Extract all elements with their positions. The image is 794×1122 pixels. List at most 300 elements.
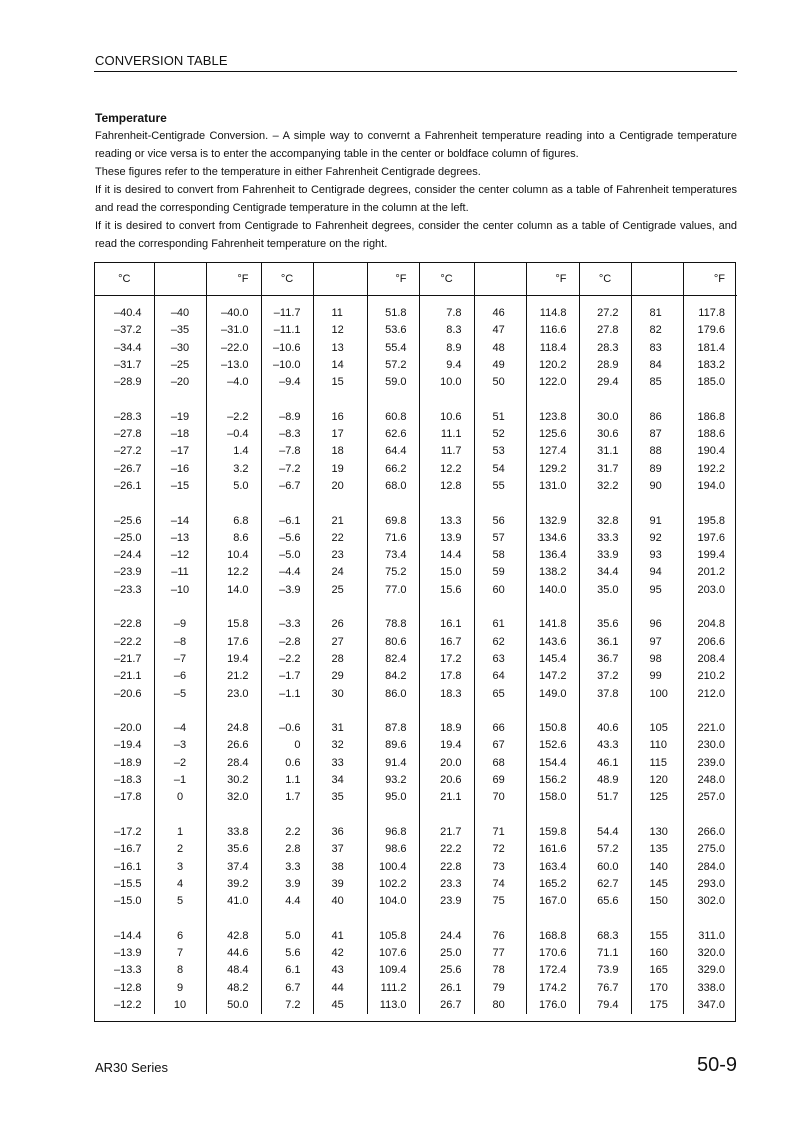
spacer-cell	[683, 703, 737, 720]
celsius-cell: –0.6	[261, 720, 313, 737]
table-row	[95, 651, 737, 668]
fahrenheit-cell: –13.0	[206, 357, 261, 374]
center-cell: 64	[474, 668, 526, 685]
header-fahrenheit: °F	[683, 263, 737, 296]
center-cell: 86	[631, 409, 683, 426]
center-cell: 73	[474, 859, 526, 876]
conversion-table	[95, 263, 737, 1014]
table-header-row	[95, 263, 737, 296]
celsius-cell: 3.3	[261, 859, 313, 876]
celsius-cell: –22.8	[95, 616, 154, 633]
spacer-cell	[579, 495, 631, 512]
center-cell: 145	[631, 876, 683, 893]
center-cell: 96	[631, 616, 683, 633]
table-row	[95, 409, 737, 426]
spacer-cell	[419, 910, 474, 927]
center-cell: 84	[631, 357, 683, 374]
header-celsius: °C	[261, 263, 313, 296]
center-cell: 28	[313, 651, 367, 668]
table-row	[95, 582, 737, 599]
celsius-cell: 16.7	[419, 634, 474, 651]
celsius-cell: 6.7	[261, 980, 313, 997]
celsius-cell: –24.4	[95, 547, 154, 564]
center-cell: 26	[313, 616, 367, 633]
table-row	[95, 357, 737, 374]
celsius-cell: –40.4	[95, 305, 154, 322]
fahrenheit-cell: 66.2	[367, 461, 419, 478]
spacer-cell	[367, 495, 419, 512]
fahrenheit-cell: 28.4	[206, 755, 261, 772]
fahrenheit-cell: 136.4	[526, 547, 579, 564]
fahrenheit-cell: 132.9	[526, 513, 579, 530]
fahrenheit-cell: 320.0	[697, 946, 725, 959]
celsius-cell: 31.1	[579, 443, 631, 460]
center-cell: 60	[474, 582, 526, 599]
fahrenheit-cell: 156.2	[526, 772, 579, 789]
padding-cell	[367, 296, 419, 306]
celsius-cell: –6.7	[261, 478, 313, 495]
padding-cell	[419, 296, 474, 306]
celsius-cell: –8.9	[261, 409, 313, 426]
celsius-cell: 40.6	[579, 720, 631, 737]
celsius-cell: 36.1	[579, 634, 631, 651]
table-row	[95, 305, 737, 322]
fahrenheit-cell: 64.4	[367, 443, 419, 460]
table-row	[95, 443, 737, 460]
celsius-cell: –17.2	[95, 824, 154, 841]
spacer-cell	[154, 391, 206, 408]
center-cell: 1	[154, 824, 206, 841]
spacer-cell	[526, 495, 579, 512]
fahrenheit-cell: 15.8	[206, 616, 261, 633]
table-top-padding	[95, 296, 737, 306]
fahrenheit-cell: 12.2	[206, 564, 261, 581]
celsius-cell: –27.2	[95, 443, 154, 460]
fahrenheit-cell: 185.0	[697, 376, 725, 389]
celsius-cell: 2.8	[261, 841, 313, 858]
fahrenheit-cell: 98.6	[367, 841, 419, 858]
center-cell: 6	[154, 928, 206, 945]
celsius-cell: 30.0	[579, 409, 631, 426]
padding-cell	[206, 296, 261, 306]
celsius-cell: –15.5	[95, 876, 154, 893]
spacer-cell	[313, 703, 367, 720]
celsius-cell: 7.2	[261, 997, 313, 1014]
center-cell: –35	[154, 322, 206, 339]
spacer-cell	[261, 910, 313, 927]
fahrenheit-cell: 210.2	[697, 670, 725, 683]
center-cell: 57	[474, 530, 526, 547]
padding-cell	[261, 296, 313, 306]
center-cell: 40	[313, 893, 367, 910]
padding-cell	[95, 296, 154, 306]
fahrenheit-cell: 39.2	[206, 876, 261, 893]
center-cell: 110	[631, 737, 683, 754]
header-center	[154, 263, 206, 296]
table-row	[95, 461, 737, 478]
center-cell: 175	[631, 997, 683, 1014]
fahrenheit-cell: 105.8	[367, 928, 419, 945]
spacer-cell	[206, 910, 261, 927]
center-cell: 41	[313, 928, 367, 945]
fahrenheit-cell: –4.0	[206, 374, 261, 391]
celsius-cell: 33.3	[579, 530, 631, 547]
fahrenheit-cell: 109.4	[367, 962, 419, 979]
celsius-cell: 33.9	[579, 547, 631, 564]
fahrenheit-cell: 239.0	[697, 756, 725, 769]
fahrenheit-cell: 78.8	[367, 616, 419, 633]
page-header-title: CONVERSION TABLE	[95, 53, 228, 68]
center-cell: 61	[474, 616, 526, 633]
center-cell: 0	[154, 789, 206, 806]
group-spacer	[95, 391, 737, 408]
fahrenheit-cell: 181.4	[697, 341, 725, 354]
fahrenheit-cell: 230.0	[697, 739, 725, 752]
table-row	[95, 755, 737, 772]
table-row	[95, 997, 737, 1014]
table-row	[95, 945, 737, 962]
center-cell: 29	[313, 668, 367, 685]
fahrenheit-cell: 41.0	[206, 893, 261, 910]
celsius-cell: –3.9	[261, 582, 313, 599]
spacer-cell	[367, 391, 419, 408]
celsius-cell: –21.1	[95, 668, 154, 685]
fahrenheit-cell: 111.2	[367, 980, 419, 997]
center-cell: –30	[154, 340, 206, 357]
fahrenheit-cell: 284.0	[697, 860, 725, 873]
center-cell: 120	[631, 772, 683, 789]
center-cell: 52	[474, 426, 526, 443]
center-cell: 77	[474, 945, 526, 962]
center-cell: 39	[313, 876, 367, 893]
celsius-cell: 0	[261, 737, 313, 754]
spacer-cell	[419, 391, 474, 408]
fahrenheit-cell: 145.4	[526, 651, 579, 668]
celsius-cell: 27.2	[579, 305, 631, 322]
spacer-cell	[683, 599, 737, 616]
celsius-cell: –27.8	[95, 426, 154, 443]
fahrenheit-cell: –40.0	[206, 305, 261, 322]
spacer-cell	[419, 807, 474, 824]
table-row	[95, 772, 737, 789]
spacer-cell	[154, 807, 206, 824]
spacer-cell	[631, 807, 683, 824]
fahrenheit-cell: 57.2	[367, 357, 419, 374]
center-cell: 25	[313, 582, 367, 599]
fahrenheit-cell: 95.0	[367, 789, 419, 806]
spacer-cell	[206, 807, 261, 824]
center-cell: –12	[154, 547, 206, 564]
center-cell: 16	[313, 409, 367, 426]
center-cell: 31	[313, 720, 367, 737]
center-cell: 100	[631, 686, 683, 703]
center-cell: 115	[631, 755, 683, 772]
spacer-cell	[206, 599, 261, 616]
celsius-cell: –28.9	[95, 374, 154, 391]
center-cell: 9	[154, 980, 206, 997]
center-cell: 38	[313, 859, 367, 876]
center-cell: 7	[154, 945, 206, 962]
center-cell: 99	[631, 668, 683, 685]
spacer-cell	[683, 807, 737, 824]
fahrenheit-cell: 114.8	[526, 305, 579, 322]
celsius-cell: –18.9	[95, 755, 154, 772]
group-spacer	[95, 910, 737, 927]
celsius-cell: 30.6	[579, 426, 631, 443]
spacer-cell	[579, 807, 631, 824]
celsius-cell: –26.7	[95, 461, 154, 478]
fahrenheit-cell: 174.2	[526, 980, 579, 997]
celsius-cell: –18.3	[95, 772, 154, 789]
center-cell: 66	[474, 720, 526, 737]
table-row	[95, 720, 737, 737]
fahrenheit-cell: –22.0	[206, 340, 261, 357]
fahrenheit-cell: 206.6	[697, 635, 725, 648]
table-row	[95, 824, 737, 841]
center-cell: 80	[474, 997, 526, 1014]
fahrenheit-cell: 37.4	[206, 859, 261, 876]
celsius-cell: 25.6	[419, 962, 474, 979]
celsius-cell: –1.7	[261, 668, 313, 685]
fahrenheit-cell: 266.0	[697, 825, 725, 838]
spacer-cell	[154, 599, 206, 616]
fahrenheit-cell: 6.8	[206, 513, 261, 530]
center-cell: 67	[474, 737, 526, 754]
fahrenheit-cell: 120.2	[526, 357, 579, 374]
celsius-cell: 36.7	[579, 651, 631, 668]
center-cell: 65	[474, 686, 526, 703]
fahrenheit-cell: 19.4	[206, 651, 261, 668]
center-cell: 3	[154, 859, 206, 876]
fahrenheit-cell: –0.4	[206, 426, 261, 443]
fahrenheit-cell: 80.6	[367, 634, 419, 651]
center-cell: 92	[631, 530, 683, 547]
center-cell: 79	[474, 980, 526, 997]
center-cell: –1	[154, 772, 206, 789]
header-celsius: °C	[419, 263, 474, 296]
center-cell: –6	[154, 668, 206, 685]
center-cell: 37	[313, 841, 367, 858]
celsius-cell: 54.4	[579, 824, 631, 841]
fahrenheit-cell: 159.8	[526, 824, 579, 841]
celsius-cell: –7.8	[261, 443, 313, 460]
fahrenheit-cell: 195.8	[697, 514, 725, 527]
celsius-cell: –20.6	[95, 686, 154, 703]
celsius-cell: 14.4	[419, 547, 474, 564]
fahrenheit-cell: 89.6	[367, 737, 419, 754]
celsius-cell: 21.1	[419, 789, 474, 806]
celsius-cell: 57.2	[579, 841, 631, 858]
center-cell: 90	[631, 478, 683, 495]
fahrenheit-cell: 186.8	[697, 410, 725, 423]
fahrenheit-cell: 147.2	[526, 668, 579, 685]
celsius-cell: 79.4	[579, 997, 631, 1014]
celsius-cell: –11.1	[261, 322, 313, 339]
table-row	[95, 668, 737, 685]
spacer-cell	[419, 599, 474, 616]
spacer-cell	[683, 495, 737, 512]
celsius-cell: 12.2	[419, 461, 474, 478]
spacer-cell	[313, 391, 367, 408]
fahrenheit-cell: 208.4	[697, 652, 725, 665]
fahrenheit-cell: 32.0	[206, 789, 261, 806]
center-cell: 55	[474, 478, 526, 495]
spacer-cell	[367, 910, 419, 927]
spacer-cell	[367, 703, 419, 720]
fahrenheit-cell: 176.0	[526, 997, 579, 1014]
celsius-cell: 1.7	[261, 789, 313, 806]
fahrenheit-cell: 150.8	[526, 720, 579, 737]
fahrenheit-cell: –31.0	[206, 322, 261, 339]
fahrenheit-cell: 221.0	[697, 722, 725, 735]
center-cell: 12	[313, 322, 367, 339]
celsius-cell: 73.9	[579, 962, 631, 979]
center-cell: 42	[313, 945, 367, 962]
fahrenheit-cell: 338.0	[697, 981, 725, 994]
celsius-cell: –3.3	[261, 616, 313, 633]
header-center	[474, 263, 526, 296]
spacer-cell	[526, 391, 579, 408]
center-cell: 8	[154, 962, 206, 979]
celsius-cell: 10.6	[419, 409, 474, 426]
paragraph-c-to-f: If it is desired to convert from Centigrade to Fahrenheit degrees, consider the center column as a table of Centigrade values, and read the corresponding Fahrenheit temperature on the right.	[95, 220, 737, 250]
fahrenheit-cell: 204.8	[697, 618, 725, 631]
spacer-cell	[579, 703, 631, 720]
fahrenheit-cell: 248.0	[697, 774, 725, 787]
center-cell: 44	[313, 980, 367, 997]
fahrenheit-cell: 1.4	[206, 443, 261, 460]
center-cell: 74	[474, 876, 526, 893]
center-cell: 95	[631, 582, 683, 599]
table-row	[95, 322, 737, 339]
celsius-cell: –25.6	[95, 513, 154, 530]
celsius-cell: –37.2	[95, 322, 154, 339]
center-cell: 32	[313, 737, 367, 754]
celsius-cell: 26.1	[419, 980, 474, 997]
celsius-cell: –6.1	[261, 513, 313, 530]
fahrenheit-cell: 51.8	[367, 305, 419, 322]
center-cell: 160	[631, 945, 683, 962]
spacer-cell	[474, 599, 526, 616]
fahrenheit-cell: 141.8	[526, 616, 579, 633]
fahrenheit-cell: 23.0	[206, 686, 261, 703]
center-cell: 20	[313, 478, 367, 495]
celsius-cell: 15.6	[419, 582, 474, 599]
fahrenheit-cell: 117.8	[698, 307, 725, 319]
celsius-cell: –22.2	[95, 634, 154, 651]
celsius-cell: 9.4	[419, 357, 474, 374]
center-cell: 93	[631, 547, 683, 564]
padding-cell	[474, 296, 526, 306]
fahrenheit-cell: 107.6	[367, 945, 419, 962]
fahrenheit-cell: 48.2	[206, 980, 261, 997]
celsius-cell: –23.3	[95, 582, 154, 599]
celsius-cell: 28.9	[579, 357, 631, 374]
center-cell: –11	[154, 564, 206, 581]
header-rule	[94, 71, 737, 72]
fahrenheit-cell: 84.2	[367, 668, 419, 685]
center-cell: –9	[154, 616, 206, 633]
celsius-cell: 19.4	[419, 737, 474, 754]
celsius-cell: –13.3	[95, 962, 154, 979]
fahrenheit-cell: 170.6	[526, 945, 579, 962]
center-cell: 130	[631, 824, 683, 841]
center-cell: 24	[313, 564, 367, 581]
fahrenheit-cell: 163.4	[526, 859, 579, 876]
celsius-cell: –25.0	[95, 530, 154, 547]
center-cell: –18	[154, 426, 206, 443]
fahrenheit-cell: 33.8	[206, 824, 261, 841]
spacer-cell	[367, 599, 419, 616]
celsius-cell: –8.3	[261, 426, 313, 443]
center-cell: 75	[474, 893, 526, 910]
fahrenheit-cell: 75.2	[367, 564, 419, 581]
center-cell: 59	[474, 564, 526, 581]
fahrenheit-cell: 183.2	[697, 358, 725, 371]
spacer-cell	[154, 703, 206, 720]
center-cell: 85	[631, 374, 683, 391]
fahrenheit-cell: 203.0	[697, 583, 725, 596]
fahrenheit-cell: 69.8	[367, 513, 419, 530]
celsius-cell: –17.8	[95, 789, 154, 806]
center-cell: 45	[313, 997, 367, 1014]
fahrenheit-cell: 172.4	[526, 962, 579, 979]
spacer-cell	[367, 807, 419, 824]
center-cell: 76	[474, 928, 526, 945]
celsius-cell: 12.8	[419, 478, 474, 495]
celsius-cell: 21.7	[419, 824, 474, 841]
celsius-cell: –34.4	[95, 340, 154, 357]
celsius-cell: 1.1	[261, 772, 313, 789]
celsius-cell: 0.6	[261, 755, 313, 772]
fahrenheit-cell: 154.4	[526, 755, 579, 772]
center-cell: –20	[154, 374, 206, 391]
center-cell: –15	[154, 478, 206, 495]
celsius-cell: 65.6	[579, 893, 631, 910]
center-cell: 51	[474, 409, 526, 426]
fahrenheit-cell: 113.0	[367, 997, 419, 1014]
group-spacer	[95, 599, 737, 616]
fahrenheit-cell: 21.2	[206, 668, 261, 685]
celsius-cell: 3.9	[261, 876, 313, 893]
center-cell: 87	[631, 426, 683, 443]
celsius-cell: –12.2	[95, 997, 154, 1014]
spacer-cell	[206, 495, 261, 512]
center-cell: –2	[154, 755, 206, 772]
spacer-cell	[95, 910, 154, 927]
celsius-cell: –23.9	[95, 564, 154, 581]
spacer-cell	[631, 599, 683, 616]
table-row	[95, 841, 737, 858]
center-cell: 18	[313, 443, 367, 460]
table-row	[95, 737, 737, 754]
center-cell: 33	[313, 755, 367, 772]
fahrenheit-cell: 50.0	[206, 997, 261, 1014]
spacer-cell	[474, 391, 526, 408]
fahrenheit-cell: 53.6	[367, 322, 419, 339]
center-cell: 19	[313, 461, 367, 478]
center-cell: 58	[474, 547, 526, 564]
center-cell: –3	[154, 737, 206, 754]
center-cell: 2	[154, 841, 206, 858]
table-row	[95, 547, 737, 564]
center-cell: –7	[154, 651, 206, 668]
fahrenheit-cell: 329.0	[697, 964, 725, 977]
header-center	[313, 263, 367, 296]
center-cell: 11	[313, 305, 367, 322]
fahrenheit-cell: 293.0	[697, 877, 725, 890]
celsius-cell: –2.2	[261, 651, 313, 668]
